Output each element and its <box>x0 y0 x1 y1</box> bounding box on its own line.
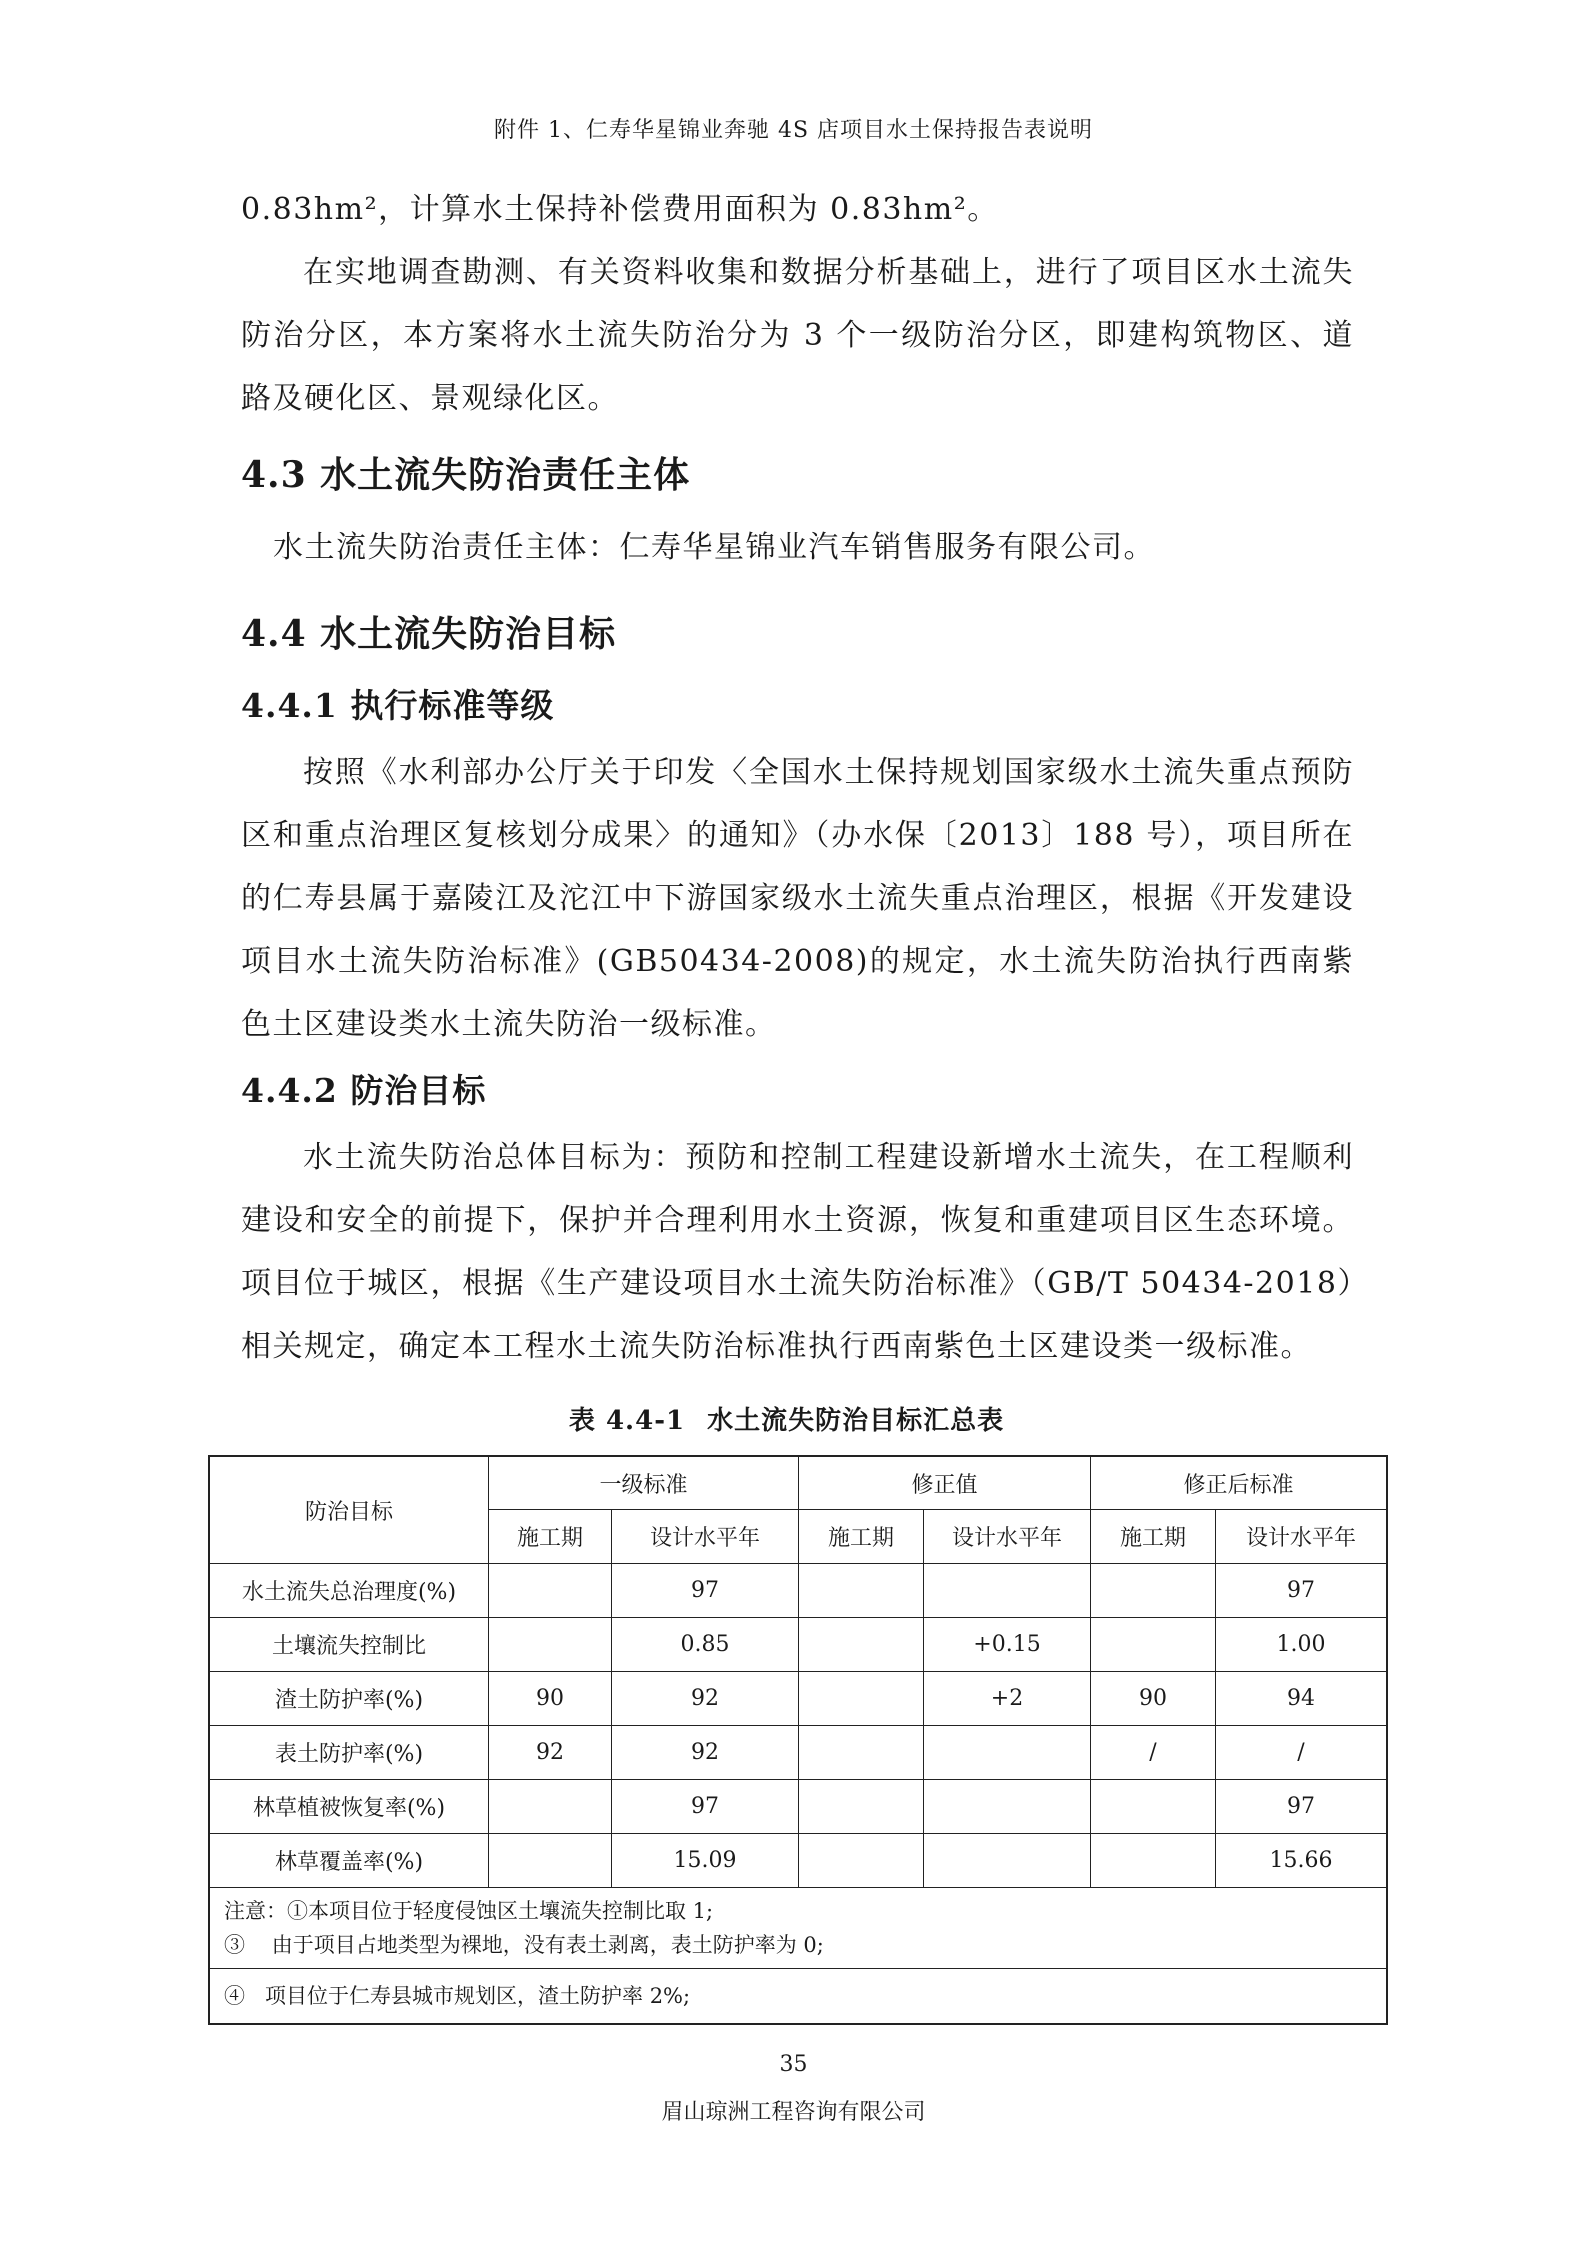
table-cell: 15.66 <box>1216 1834 1388 1888</box>
header-construction: 施工期 <box>799 1510 924 1564</box>
table-row <box>209 1780 1387 1834</box>
table-cell <box>489 1564 612 1618</box>
table-cell: 92 <box>612 1672 799 1726</box>
table-notes <box>209 1888 1387 2025</box>
header-target: 防治目标 <box>209 1456 489 1564</box>
note-line: 注意：①本项目位于轻度侵蚀区土壤流失控制比取 1; <box>224 1899 714 1923</box>
row-label: 林草植被恢复率(%) <box>209 1780 489 1834</box>
table-cell <box>799 1564 924 1618</box>
table-cell <box>1091 1834 1216 1888</box>
row-label: 土壤流失控制比 <box>209 1618 489 1672</box>
table-row <box>209 1672 1387 1726</box>
table-cell <box>1091 1564 1216 1618</box>
table-notes-row <box>209 1888 1387 2025</box>
paragraph-standard-level: 按照《水利部办公厅关于印发〈全国水土保持规划国家级水土流失重点预防区和重点治理区复核划分成果〉的通知》（办水保〔2013〕188 号），项目所在的仁寿县属于嘉陵江及沱江中下游国家级水土流失重点治理区，根据《开发建设项目水土流失防治标准》(GB50434-2008)的规定，水土流失防治执行西南紫色土区建设类水土流失防治一级标准。 <box>241 755 1354 1042</box>
table-caption <box>241 1400 1354 1437</box>
note-line: ③ 由于项目占地类型为裸地，没有表土剥离，表土防护率为 0; <box>224 1933 824 1957</box>
table-caption-title: 水土流失防治目标汇总表 <box>707 1406 1005 1436</box>
table-cell: 15.09 <box>612 1834 799 1888</box>
table-cell <box>799 1672 924 1726</box>
table-cell <box>489 1618 612 1672</box>
table-cell: 92 <box>489 1726 612 1780</box>
table-cell <box>924 1834 1091 1888</box>
heading-4-4-2: 4.4.2 防治目标 <box>241 1071 487 1110</box>
header-level1: 一级标准 <box>489 1456 799 1510</box>
table-cell: 94 <box>1216 1672 1388 1726</box>
table-cell: 97 <box>612 1564 799 1618</box>
table-cell: / <box>1091 1726 1216 1780</box>
note-line: ④ 项目位于仁寿县城市规划区，渣土防护率 2%; <box>210 1968 1386 2017</box>
paragraph-zoning: 在实地调查勘测、有关资料收集和数据分析基础上，进行了项目区水土流失防治分区，本方案将水土流失防治分为 3 个一级防治分区，即建构筑物区、道路及硬化区、景观绿化区。 <box>241 255 1354 416</box>
row-label: 水土流失总治理度(%) <box>209 1564 489 1618</box>
heading-4-4: 4.4 水土流失防治目标 <box>241 613 617 655</box>
header-correction: 修正值 <box>799 1456 1091 1510</box>
row-label: 表土防护率(%) <box>209 1726 489 1780</box>
paragraph-responsibility: 水土流失防治责任主体：仁寿华星锦业汽车销售服务有限公司。 <box>273 530 1155 565</box>
header-design: 设计水平年 <box>1216 1510 1388 1564</box>
targets-table <box>208 1455 1388 2025</box>
table-cell: 90 <box>1091 1672 1216 1726</box>
table-caption-number: 表 4.4-1 <box>568 1406 686 1436</box>
row-label: 渣土防护率(%) <box>209 1672 489 1726</box>
table-cell: 1.00 <box>1216 1618 1388 1672</box>
table-row <box>209 1726 1387 1780</box>
table-cell: / <box>1216 1726 1388 1780</box>
table-cell <box>799 1780 924 1834</box>
table-row <box>209 1564 1387 1618</box>
header-construction: 施工期 <box>1091 1510 1216 1564</box>
table-cell: +0.15 <box>924 1618 1091 1672</box>
table-row <box>209 1618 1387 1672</box>
table-cell: 97 <box>612 1780 799 1834</box>
table-cell: 92 <box>612 1726 799 1780</box>
table-cell <box>799 1726 924 1780</box>
footer-company: 眉山琼洲工程咨询有限公司 <box>661 2100 926 2125</box>
table-cell <box>1091 1780 1216 1834</box>
row-label: 林草覆盖率(%) <box>209 1834 489 1888</box>
table-cell <box>924 1780 1091 1834</box>
table-row <box>209 1834 1387 1888</box>
paragraph-targets: 水土流失防治总体目标为：预防和控制工程建设新增水土流失，在工程顺利建设和安全的前提下，保护并合理利用水土资源，恢复和重建项目区生态环境。项目位于城区，根据《生产建设项目水土流失防治标准》（GB/T 50434-2018）相关规定，确定本工程水土流失防治标准执行西南紫色土区建设类一级标准。 <box>241 1140 1354 1364</box>
table-cell: +2 <box>924 1672 1091 1726</box>
document-body <box>224 178 1356 2025</box>
table-cell <box>489 1780 612 1834</box>
table-cell: 90 <box>489 1672 612 1726</box>
table-cell <box>1091 1618 1216 1672</box>
header-corrected: 修正后标准 <box>1091 1456 1388 1510</box>
table-cell <box>489 1834 612 1888</box>
heading-4-4-1: 4.4.1 执行标准等级 <box>241 686 555 725</box>
table-cell <box>799 1618 924 1672</box>
header-design: 设计水平年 <box>612 1510 799 1564</box>
table-cell <box>799 1834 924 1888</box>
table-cell <box>924 1726 1091 1780</box>
header-design: 设计水平年 <box>924 1510 1091 1564</box>
page-number: 35 <box>779 2052 808 2077</box>
paragraph-area: 0.83hm²，计算水土保持补偿费用面积为 0.83hm²。 <box>241 192 999 227</box>
heading-4-3: 4.3 水土流失防治责任主体 <box>241 454 691 496</box>
table-cell: 97 <box>1216 1780 1388 1834</box>
page-header: 附件 1、仁寿华星锦业奔驰 4S 店项目水土保持报告表说明 <box>493 118 1094 143</box>
table-cell: 0.85 <box>612 1618 799 1672</box>
table-cell: 97 <box>1216 1564 1388 1618</box>
header-construction: 施工期 <box>489 1510 612 1564</box>
table-cell <box>924 1564 1091 1618</box>
